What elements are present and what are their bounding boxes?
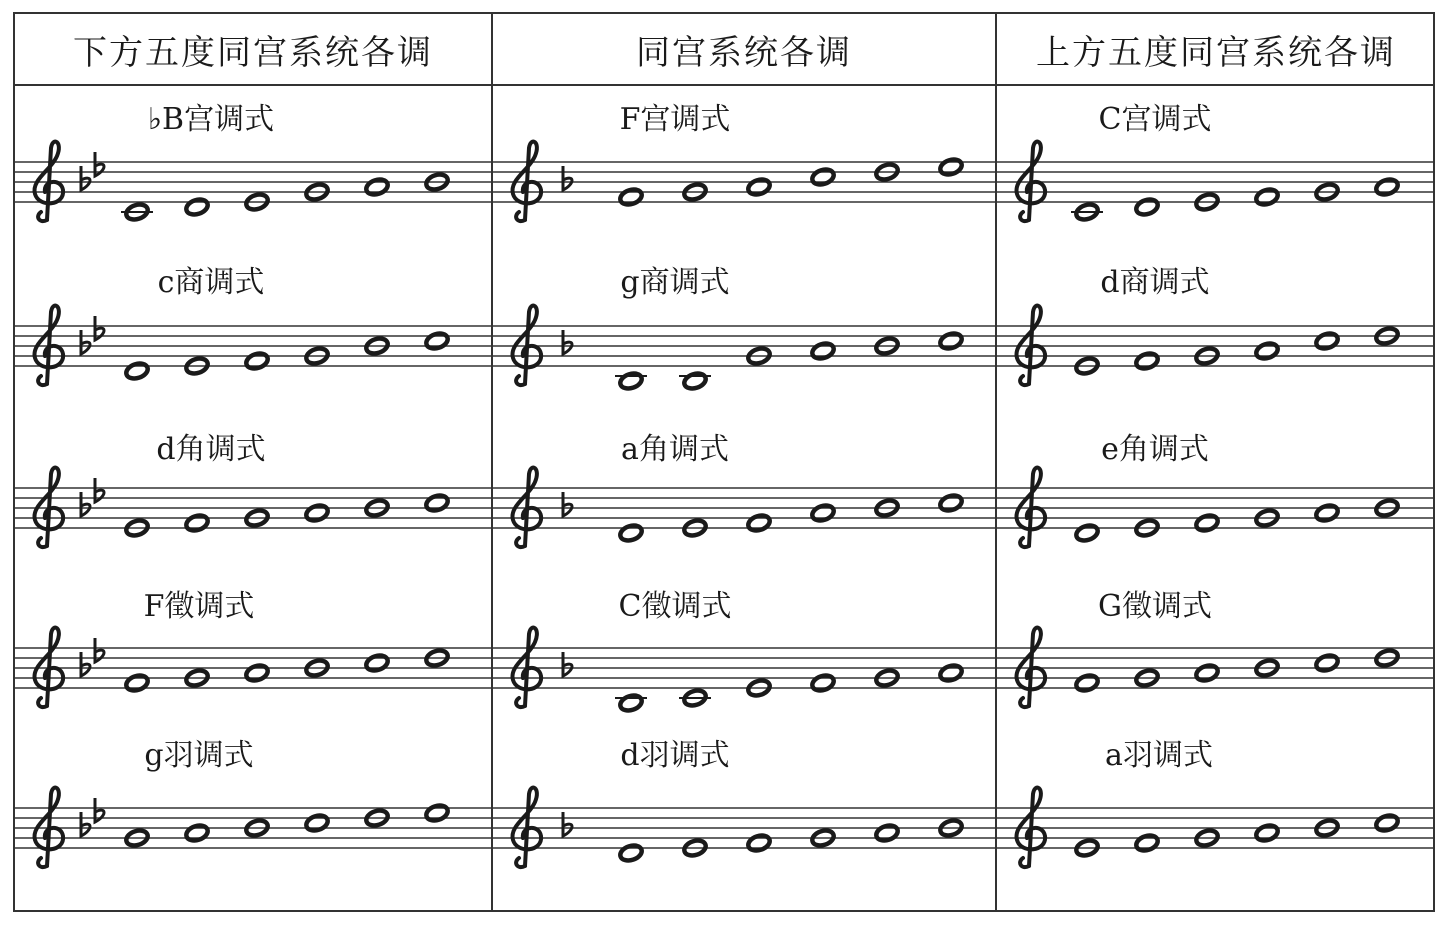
treble-clef-icon: [512, 788, 541, 868]
column-header: 同宫系统各调: [636, 32, 852, 73]
mode-title: d角调式: [156, 432, 266, 467]
treble-clef-icon: [34, 628, 63, 708]
flat-sign-icon: [95, 316, 104, 340]
treble-clef-icon: [1016, 628, 1045, 708]
mode-title: a角调式: [621, 432, 729, 467]
whole-note: [364, 653, 389, 673]
treble-clef-icon: [34, 142, 63, 222]
mode-title: g商调式: [620, 265, 730, 300]
flat-sign-icon: [81, 492, 90, 516]
whole-note: [938, 331, 963, 351]
whole-note: [244, 351, 269, 371]
flat-sign-icon: [95, 152, 104, 176]
mode-title: C徵调式: [618, 589, 732, 624]
treble-clef-icon: [1016, 142, 1045, 222]
whole-note: [1254, 823, 1279, 843]
whole-note: [1074, 673, 1099, 693]
column-header: 下方五度同宫系统各调: [73, 32, 433, 73]
whole-note: [810, 341, 835, 361]
mode-title: e角调式: [1101, 432, 1209, 467]
whole-note: [1194, 663, 1219, 683]
whole-note: [304, 503, 329, 523]
whole-note: [938, 663, 963, 683]
flat-sign-icon: [563, 492, 572, 516]
treble-clef-icon: [512, 468, 541, 548]
whole-note: [244, 663, 269, 683]
whole-note: [1254, 341, 1279, 361]
whole-note: [1314, 503, 1339, 523]
whole-note: [1374, 813, 1399, 833]
treble-clef-icon: [34, 468, 63, 548]
flat-sign-icon: [81, 652, 90, 676]
treble-clef-icon: [512, 628, 541, 708]
mode-title: c商调式: [157, 265, 265, 300]
flat-sign-icon: [563, 166, 572, 190]
treble-clef-icon: [1016, 306, 1045, 386]
whole-note: [810, 673, 835, 693]
treble-clef-icon: [512, 142, 541, 222]
whole-note: [1194, 513, 1219, 533]
whole-note: [124, 361, 149, 381]
whole-note: [810, 167, 835, 187]
column-header: 上方五度同宫系统各调: [1036, 32, 1396, 73]
flat-sign-icon: [81, 812, 90, 836]
whole-note: [1134, 351, 1159, 371]
whole-note: [746, 177, 771, 197]
flat-sign-icon: [95, 478, 104, 502]
whole-note: [1314, 331, 1339, 351]
whole-note: [424, 493, 449, 513]
flat-sign-icon: [563, 330, 572, 354]
mode-title: a羽调式: [1105, 738, 1213, 773]
whole-note: [424, 331, 449, 351]
flat-sign-icon: [563, 652, 572, 676]
whole-note: [746, 833, 771, 853]
whole-note: [810, 503, 835, 523]
whole-note: [364, 177, 389, 197]
whole-note: [874, 823, 899, 843]
staff-notation: [15, 14, 1435, 910]
whole-note: [184, 197, 209, 217]
flat-sign-icon: [563, 812, 572, 836]
modes-table: [13, 12, 1435, 912]
whole-note: [1374, 177, 1399, 197]
treble-clef-icon: [34, 788, 63, 868]
mode-title: d羽调式: [620, 738, 730, 773]
flat-sign-icon: [95, 638, 104, 662]
mode-title: C宫调式: [1098, 102, 1212, 137]
treble-clef-icon: [34, 306, 63, 386]
whole-note: [124, 673, 149, 693]
mode-title: G徵调式: [1098, 589, 1212, 624]
whole-note: [424, 803, 449, 823]
treble-clef-icon: [1016, 788, 1045, 868]
mode-title: d商调式: [1100, 265, 1210, 300]
whole-note: [618, 187, 643, 207]
whole-note: [618, 371, 643, 391]
whole-note: [1134, 197, 1159, 217]
whole-note: [1314, 653, 1339, 673]
mode-title: F徵调式: [143, 589, 255, 624]
whole-note: [1254, 187, 1279, 207]
whole-note: [1134, 833, 1159, 853]
treble-clef-icon: [1016, 468, 1045, 548]
mode-title: g羽调式: [144, 738, 254, 773]
treble-clef-icon: [512, 306, 541, 386]
mode-title: ♭B宫调式: [147, 102, 275, 137]
flat-sign-icon: [95, 798, 104, 822]
whole-note: [184, 823, 209, 843]
whole-note: [938, 157, 963, 177]
whole-note: [618, 523, 643, 543]
flat-sign-icon: [81, 166, 90, 190]
flat-sign-icon: [81, 330, 90, 354]
whole-note: [746, 513, 771, 533]
whole-note: [184, 513, 209, 533]
whole-note: [938, 493, 963, 513]
mode-title: F宫调式: [619, 102, 731, 137]
whole-note: [682, 371, 707, 391]
whole-note: [1074, 523, 1099, 543]
whole-note: [304, 813, 329, 833]
whole-note: [618, 693, 643, 713]
whole-note: [618, 843, 643, 863]
